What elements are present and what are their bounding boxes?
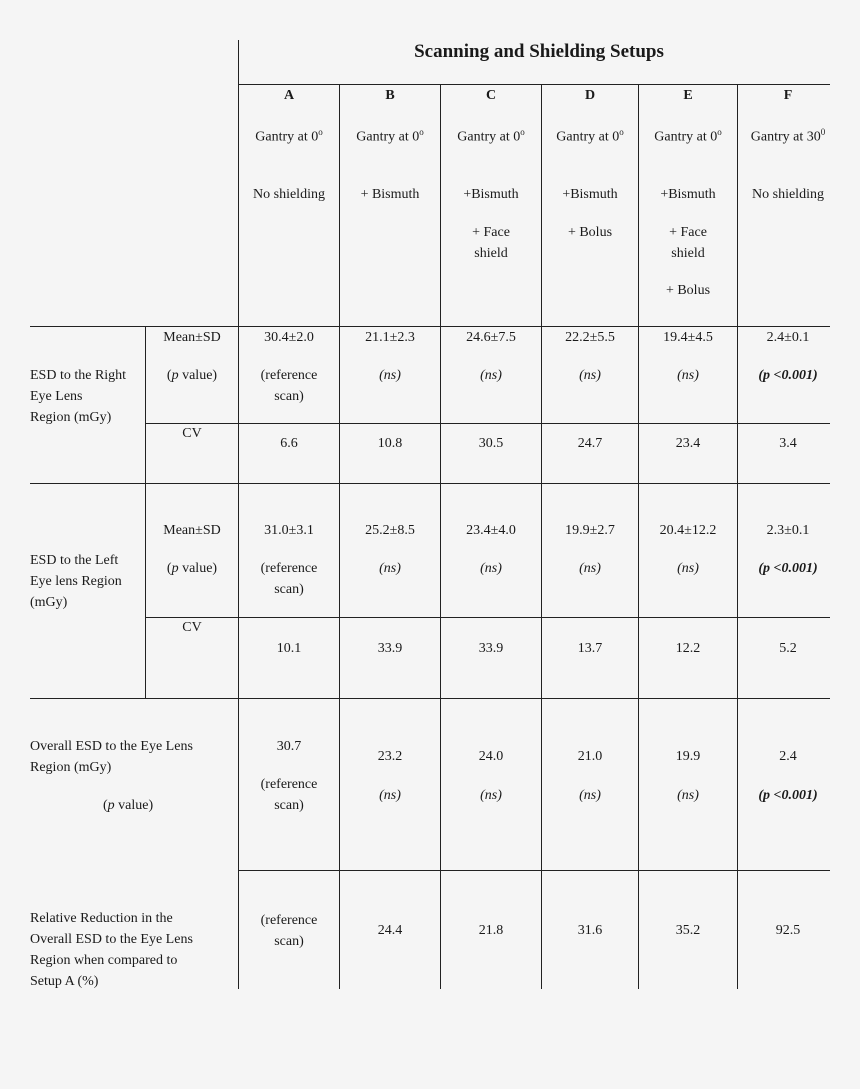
- column-letter: B: [385, 88, 395, 103]
- row-label: Overall ESD to the Eye Lens: [30, 932, 193, 947]
- p-value: (ns): [677, 788, 699, 803]
- p-value: (reference: [260, 777, 318, 792]
- table-border: [30, 483, 830, 484]
- column-letter: A: [283, 88, 295, 103]
- overall-value: 30.7: [276, 739, 302, 754]
- relative-value: 92.5: [775, 923, 801, 938]
- shielding-label: + Face: [472, 225, 510, 240]
- gantry-label: Gantry at 0$^o$: [556, 127, 624, 145]
- column-letter: E: [683, 88, 693, 103]
- cv-value: 24.7: [577, 436, 603, 451]
- overall-value: 2.4: [779, 749, 797, 764]
- gantry-label: Gantry at 0$^o$: [356, 127, 424, 145]
- p-value: (ns): [677, 561, 699, 576]
- row-label: Region when compared to: [30, 953, 178, 968]
- cv-label: CV: [182, 620, 202, 635]
- p-value-label: (p value): [103, 798, 154, 813]
- gantry-label: Gantry at $30^0$: [750, 127, 826, 145]
- cv-value: 23.4: [675, 436, 701, 451]
- table-border: [238, 40, 239, 989]
- column-letter: C: [485, 88, 497, 103]
- shielding-label: +Bismuth: [463, 187, 519, 202]
- p-value: scan): [274, 582, 304, 597]
- cv-value: 30.5: [478, 436, 504, 451]
- mean-value: 19.4±4.5: [663, 330, 713, 345]
- p-value: scan): [274, 389, 304, 404]
- mean-value: 25.2±8.5: [365, 523, 415, 538]
- shielding-label: + Face: [669, 225, 707, 240]
- p-value: (p <0.001): [758, 788, 818, 803]
- cv-value: 13.7: [577, 641, 603, 656]
- mean-value: 21.1±2.3: [365, 330, 415, 345]
- p-value: (ns): [379, 788, 401, 803]
- p-value: (reference: [260, 561, 318, 576]
- shielding-label: shield: [474, 246, 508, 261]
- mean-sd-label: Mean±SD: [163, 523, 221, 538]
- shielding-label: + Bolus: [567, 225, 613, 240]
- p-value: (ns): [677, 368, 699, 383]
- row-label: Eye Lens: [30, 389, 83, 404]
- row-label: Setup A (%): [30, 974, 99, 989]
- shielding-label: +Bismuth: [660, 187, 716, 202]
- gantry-label: Gantry at 0$^o$: [457, 127, 525, 145]
- p-value-label: (p value): [166, 561, 218, 576]
- p-value-label: (p value): [166, 368, 218, 383]
- p-value: (p <0.001): [758, 561, 818, 576]
- row-label: Eye lens Region: [30, 574, 122, 589]
- row-label: (mGy): [30, 595, 68, 610]
- gantry-label: Gantry at 0$^o$: [255, 127, 323, 145]
- shielding-label: + Bismuth: [360, 187, 420, 202]
- cv-value: 12.2: [675, 641, 701, 656]
- column-letter: F: [783, 88, 793, 103]
- relative-value: (reference: [260, 913, 318, 928]
- overall-value: 24.0: [478, 749, 504, 764]
- mean-value: 2.3±0.1: [766, 523, 810, 538]
- relative-value: scan): [274, 934, 304, 949]
- column-letter: D: [584, 88, 596, 103]
- table-border: [145, 423, 830, 424]
- row-label: ESD to the Right: [30, 368, 127, 383]
- mean-value: 19.9±2.7: [565, 523, 615, 538]
- cv-value: 33.9: [478, 641, 504, 656]
- relative-value: 24.4: [377, 923, 403, 938]
- cv-label: CV: [182, 426, 202, 441]
- relative-value: 21.8: [478, 923, 504, 938]
- gantry-label: Gantry at 0$^o$: [654, 127, 722, 145]
- relative-value: 31.6: [577, 923, 603, 938]
- row-label: Overall ESD to the Eye Lens: [30, 739, 193, 754]
- p-value: (reference: [260, 368, 318, 383]
- cv-value: 10.1: [276, 641, 302, 656]
- shielding-label: shield: [671, 246, 705, 261]
- overall-value: 19.9: [675, 749, 701, 764]
- mean-value: 31.0±3.1: [264, 523, 314, 538]
- row-label: Region (mGy): [30, 760, 112, 775]
- mean-value: 2.4±0.1: [766, 330, 810, 345]
- p-value: (ns): [579, 788, 601, 803]
- table-border: [238, 870, 830, 871]
- p-value: (ns): [480, 788, 502, 803]
- mean-value: 23.4±4.0: [466, 523, 516, 538]
- p-value: (ns): [379, 368, 401, 383]
- mean-value: 30.4±2.0: [264, 330, 314, 345]
- relative-value: 35.2: [675, 923, 701, 938]
- overall-value: 21.0: [577, 749, 603, 764]
- p-value: (ns): [379, 561, 401, 576]
- mean-sd-label: Mean±SD: [163, 330, 221, 345]
- shielding-label: + Bolus: [665, 283, 711, 298]
- table-border: [30, 698, 830, 699]
- overall-value: 23.2: [377, 749, 403, 764]
- mean-value: 24.6±7.5: [466, 330, 516, 345]
- cv-value: 6.6: [280, 436, 298, 451]
- p-value: (ns): [579, 561, 601, 576]
- mean-value: 20.4±12.2: [659, 523, 717, 538]
- shielding-label: No shielding: [253, 187, 325, 202]
- p-value: (ns): [480, 561, 502, 576]
- shielding-label: No shielding: [752, 187, 824, 202]
- shielding-label: +Bismuth: [562, 187, 618, 202]
- row-label: Relative Reduction in the: [30, 911, 173, 926]
- p-value: (ns): [480, 368, 502, 383]
- cv-value: 5.2: [779, 641, 797, 656]
- table-title: Scanning and Shielding Setups: [414, 41, 664, 62]
- p-value: scan): [274, 798, 304, 813]
- cv-value: 3.4: [779, 436, 797, 451]
- cv-value: 33.9: [377, 641, 403, 656]
- row-label: Region (mGy): [30, 410, 112, 425]
- cv-value: 10.8: [377, 436, 403, 451]
- table-border: [145, 617, 830, 618]
- p-value: (ns): [579, 368, 601, 383]
- p-value: (p <0.001): [758, 368, 818, 383]
- row-label: ESD to the Left: [30, 553, 119, 568]
- mean-value: 22.2±5.5: [565, 330, 615, 345]
